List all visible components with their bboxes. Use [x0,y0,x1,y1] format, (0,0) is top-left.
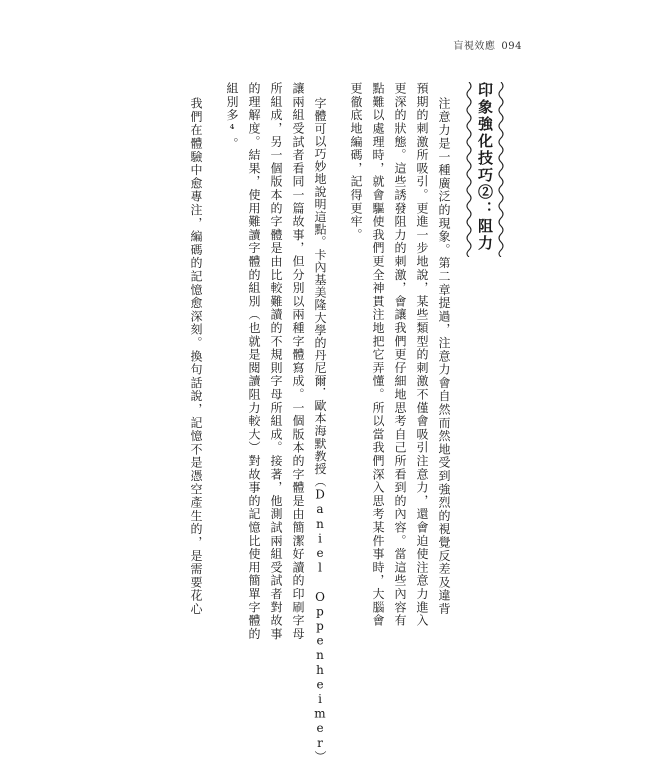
paragraph-2-line: 所組成，另一個版本的字體是由比較難讀的不規則字母所組成。接著，他測試兩組受試者對故事 [269,82,283,641]
paragraph-2-line: 讓兩組受試者看同一篇故事，但分別以兩種字體寫成。一個版本的字體是由簡潔好讀的印刷字母 [291,82,305,641]
paragraph-2-line: 組別多⁴。 [225,82,239,151]
paragraph-1-line: 預期的刺激所吸引。更進一步地說，某些類型的刺激不僅會吸引注意力，還會迫使注意力進入 [415,82,429,628]
paragraph-1-line: 更深的狀態。這些誘發阻力的刺激，會讓我們更仔細地思考自己所看到的內容。當這些內容有 [393,82,407,628]
wave-ornament-icon [464,82,474,257]
paragraph-2-line: 字體可以巧妙地說明這點。卡內基美隆大學的丹尼爾．歐本海默教授（Daniel Oppenheimer） [313,97,327,763]
paragraph-2-line: 的理解度。結果，使用難讀字體的組別（也就是閱讀阻力較大）對故事的記憶比使用簡單字體的 [247,82,261,641]
section-title: 印象強化技巧②：阻力 [476,82,494,252]
running-header [453,37,522,52]
paragraph-1-line: 注意力是一種廣泛的現象。第二章提過，注意力會自然而然地受到強烈的視覺反差及違背 [437,97,451,616]
paragraph-3-line: 我們在體驗中愈專注，編碼的記憶愈深刻。換句話說，記憶不是憑空產生的，是需要花心 [189,97,203,616]
paragraph-1-line: 更徹底地編碼，記得更牢。 [349,82,363,242]
book-title: 盲視效應 [453,41,496,52]
paragraph-1-line: 點難以處理時，就會驅使我們更全神貫注地把它弄懂。所以當我們深入思考某件事時，大腦會 [371,82,385,628]
wave-ornament-icon [496,82,506,257]
page-number: 094 [501,41,522,52]
section-heading [466,82,506,292]
